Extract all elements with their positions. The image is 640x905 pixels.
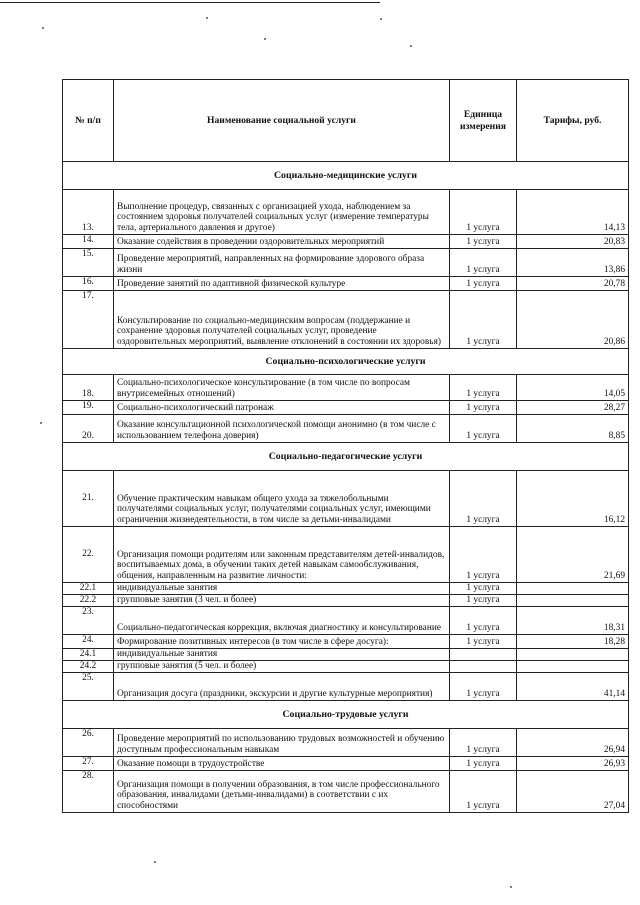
row-name: Проведение мероприятий, направленных на формирование здорового образа жизни	[114, 249, 450, 277]
table-row	[63, 673, 629, 701]
table-row	[63, 471, 629, 527]
row-name: Оказание консультационной психологической помощи анонимно (в том числе с использованием телефона доверия)	[114, 415, 450, 443]
row-name: Организация досуга (праздники, экскурсии и другие культурные мероприятия)	[114, 673, 450, 701]
row-unit: 1 услуга	[450, 235, 517, 249]
row-num: 16.	[63, 277, 114, 291]
row-unit: 1 услуга	[450, 595, 517, 607]
scan-speck	[380, 18, 382, 20]
row-num: 28.	[63, 771, 114, 813]
row-num: 13.	[63, 190, 114, 235]
section-title: Социально-психологические услуги	[63, 349, 629, 375]
scan-speck	[206, 17, 208, 19]
scan-speck	[40, 422, 42, 424]
row-name: Оказание помощи в трудоустройстве	[114, 757, 450, 771]
row-unit: 1 услуга	[450, 415, 517, 443]
row-name: Проведение мероприятий по использованию трудовых возможностей и обучению доступным профессиональным навыкам	[114, 729, 450, 757]
scan-speck	[410, 45, 412, 47]
row-name: Выполнение процедур, связанных с организацией ухода, наблюдением за состоянием здоровья получателей социальных услуг (измерение температуры тела, артериального давления и другое)	[114, 190, 450, 235]
table-row	[63, 771, 629, 813]
row-price: 14,13	[517, 190, 629, 235]
row-num: 20.	[63, 415, 114, 443]
row-price: 13,86	[517, 249, 629, 277]
table-header-row	[63, 80, 629, 162]
section-title: Социально-медицинские услуги	[63, 162, 629, 190]
table-row	[63, 190, 629, 235]
table-row	[63, 291, 629, 349]
row-price	[517, 595, 629, 607]
table-row	[63, 277, 629, 291]
row-price: 26,94	[517, 729, 629, 757]
row-unit: 1 услуга	[450, 291, 517, 349]
row-price: 41,14	[517, 673, 629, 701]
row-name: Социально-психологическое консультирование (в том числе по вопросам внутрисемейных отношений)	[114, 375, 450, 401]
row-price: 28,27	[517, 401, 629, 415]
row-num: 17.	[63, 291, 114, 349]
row-num: 14.	[63, 235, 114, 249]
row-name: Обучение практическим навыкам общего ухода за тяжелобольными получателями социальных услуг, получателями социальных услуг, имеющими ограничения жизнедеятельности, в том числе за детьми-инвалидами	[114, 471, 450, 527]
table-row	[63, 375, 629, 401]
row-price: 20,78	[517, 277, 629, 291]
row-price	[517, 583, 629, 595]
row-price: 18,31	[517, 607, 629, 635]
section-header	[63, 162, 629, 190]
section-title: Социально-трудовые услуги	[63, 701, 629, 729]
scan-speck	[510, 886, 512, 888]
row-name: групповые занятия (5 чел. и более)	[114, 661, 450, 673]
row-unit: 1 услуга	[450, 757, 517, 771]
row-name: групповые занятия (3 чел. и более)	[114, 595, 450, 607]
row-name: индивидуальные занятия	[114, 649, 450, 661]
row-price: 27,04	[517, 771, 629, 813]
row-num: 22.	[63, 527, 114, 583]
row-name: Консультирование по социально-медицинским вопросам (поддержание и сохранение здоровья получателей социальных услуг, проведение оздоровительных мероприятий, выявление отклонений в состоянии их здоровья)	[114, 291, 450, 349]
table-row	[63, 583, 629, 595]
row-num: 21.	[63, 471, 114, 527]
section-header	[63, 701, 629, 729]
row-name: Организация помощи в получении образования, в том числе профессионального образования, инвалидами (детьми-инвалидами) в соответствии с их способностями	[114, 771, 450, 813]
row-num: 18.	[63, 375, 114, 401]
row-unit	[450, 661, 517, 673]
table-row	[63, 661, 629, 673]
header-unit: Единица измерения	[450, 80, 517, 162]
scan-speck	[154, 861, 156, 863]
table-row	[63, 527, 629, 583]
header-price: Тарифы, руб.	[517, 80, 629, 162]
row-num: 24.	[63, 635, 114, 649]
table-row	[63, 757, 629, 771]
table-row	[63, 235, 629, 249]
tariffs-table	[62, 79, 629, 813]
row-name: индивидуальные занятия	[114, 583, 450, 595]
row-price: 14,05	[517, 375, 629, 401]
row-name: Проведение занятий по адаптивной физической культуре	[114, 277, 450, 291]
scan-speck	[264, 38, 266, 40]
table-row	[63, 607, 629, 635]
row-num: 27.	[63, 757, 114, 771]
row-name: Формирование позитивных интересов (в том числе в сфере досуга):	[114, 635, 450, 649]
table-row	[63, 595, 629, 607]
row-unit: 1 услуга	[450, 375, 517, 401]
row-price: 20,86	[517, 291, 629, 349]
row-unit: 1 услуга	[450, 190, 517, 235]
table-row	[63, 649, 629, 661]
section-header	[63, 349, 629, 375]
section-header	[63, 443, 629, 471]
row-unit: 1 услуга	[450, 471, 517, 527]
row-name: Организация помощи родителям или законным представителям детей-инвалидов, воспитываемых дома, в обучении таких детей навыкам самообслуживания, общения, направленным на развитие личности:	[114, 527, 450, 583]
header-name: Наименование социальной услуги	[114, 80, 450, 162]
row-price: 8,85	[517, 415, 629, 443]
row-unit: 1 услуга	[450, 635, 517, 649]
row-unit: 1 услуга	[450, 527, 517, 583]
row-unit: 1 услуга	[450, 771, 517, 813]
table-row	[63, 401, 629, 415]
row-name: Оказание содействия в проведении оздоровительных мероприятий	[114, 235, 450, 249]
row-unit: 1 услуга	[450, 729, 517, 757]
row-price	[517, 661, 629, 673]
row-num: 25.	[63, 673, 114, 701]
row-price: 26,93	[517, 757, 629, 771]
table-row	[63, 729, 629, 757]
row-unit: 1 услуга	[450, 583, 517, 595]
section-title: Социально-педагогические услуги	[63, 443, 629, 471]
scan-speck	[42, 27, 44, 29]
row-price	[517, 649, 629, 661]
row-unit	[450, 649, 517, 661]
row-num: 26.	[63, 729, 114, 757]
row-unit: 1 услуга	[450, 277, 517, 291]
row-num: 23.	[63, 607, 114, 635]
row-name: Социально-педагогическая коррекция, включая диагностику и консультирование	[114, 607, 450, 635]
row-num: 24.2	[63, 661, 114, 673]
row-price: 16,12	[517, 471, 629, 527]
row-unit: 1 услуга	[450, 249, 517, 277]
row-price: 18,28	[517, 635, 629, 649]
table-row	[63, 415, 629, 443]
row-num: 19.	[63, 401, 114, 415]
row-num: 15.	[63, 249, 114, 277]
top-rule	[0, 2, 380, 3]
table-row	[63, 249, 629, 277]
row-num: 22.1	[63, 583, 114, 595]
row-unit: 1 услуга	[450, 401, 517, 415]
row-price: 20,83	[517, 235, 629, 249]
row-num: 24.1	[63, 649, 114, 661]
row-num: 22.2	[63, 595, 114, 607]
row-unit: 1 услуга	[450, 673, 517, 701]
row-price: 21,69	[517, 527, 629, 583]
header-num: № п/п	[63, 80, 114, 162]
table-row	[63, 635, 629, 649]
row-unit: 1 услуга	[450, 607, 517, 635]
row-name: Социально-психологический патронаж	[114, 401, 450, 415]
